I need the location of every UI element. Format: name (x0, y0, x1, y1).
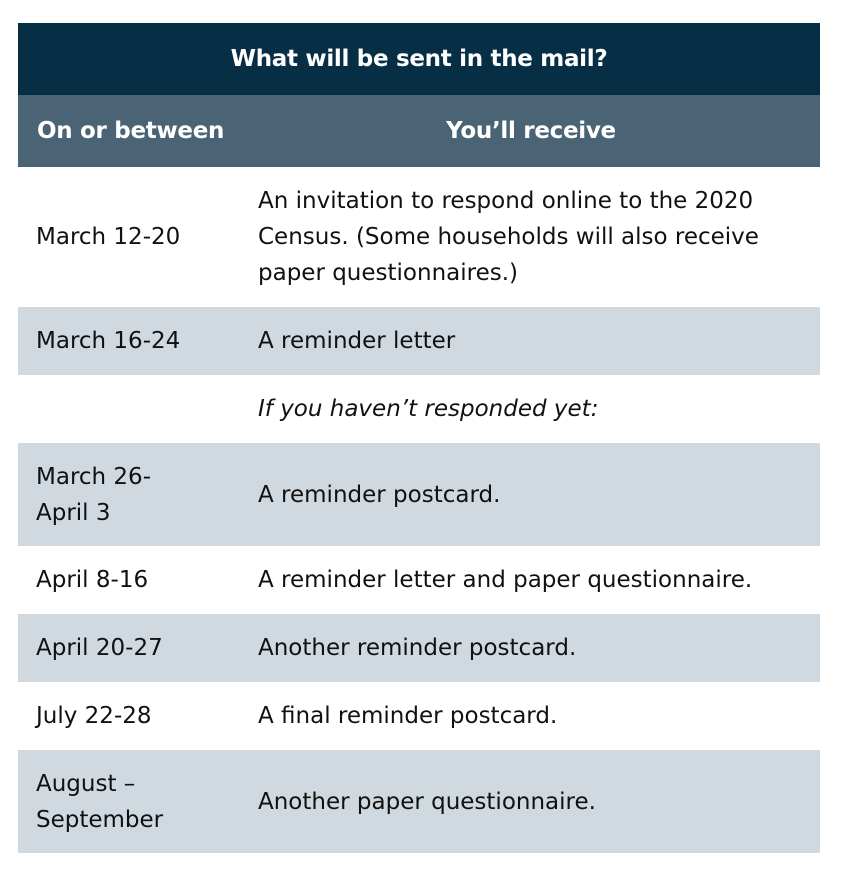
item-cell: A reminder letter and paper questionnaire. (258, 567, 753, 593)
item-cell: A final reminder postcard. (258, 703, 558, 729)
table-row (18, 167, 820, 307)
table-row (18, 614, 820, 682)
mail-schedule-table (18, 23, 820, 853)
date-cell: March 16-24 (36, 328, 181, 354)
date-cell: August – September (36, 770, 164, 833)
table-header-row (18, 95, 820, 167)
table-row (18, 443, 820, 546)
table-row (18, 750, 820, 853)
table-row (18, 546, 820, 614)
column-header-item: You’ll receive (446, 118, 616, 144)
section-note-cell: If you haven’t responded yet: (258, 396, 599, 422)
item-cell: An invitation to respond online to the 2020 Census. (Some households will also receive paper questionnaires.) (258, 188, 759, 286)
date-cell: March 12-20 (36, 224, 181, 250)
table-row (18, 682, 820, 750)
item-cell: Another reminder postcard. (258, 635, 577, 661)
column-header-date: On or between (37, 118, 225, 144)
table-row (18, 307, 820, 375)
table-row (18, 375, 820, 443)
date-cell: April 20-27 (36, 635, 163, 661)
date-cell: July 22-28 (36, 703, 152, 729)
table-title: What will be sent in the mail? (18, 23, 820, 95)
date-cell: April 8-16 (36, 567, 149, 593)
item-cell: Another paper questionnaire. (258, 788, 596, 815)
item-cell: A reminder letter (258, 328, 456, 354)
item-cell: A reminder postcard. (258, 481, 501, 508)
date-cell: March 26- April 3 (36, 463, 151, 526)
